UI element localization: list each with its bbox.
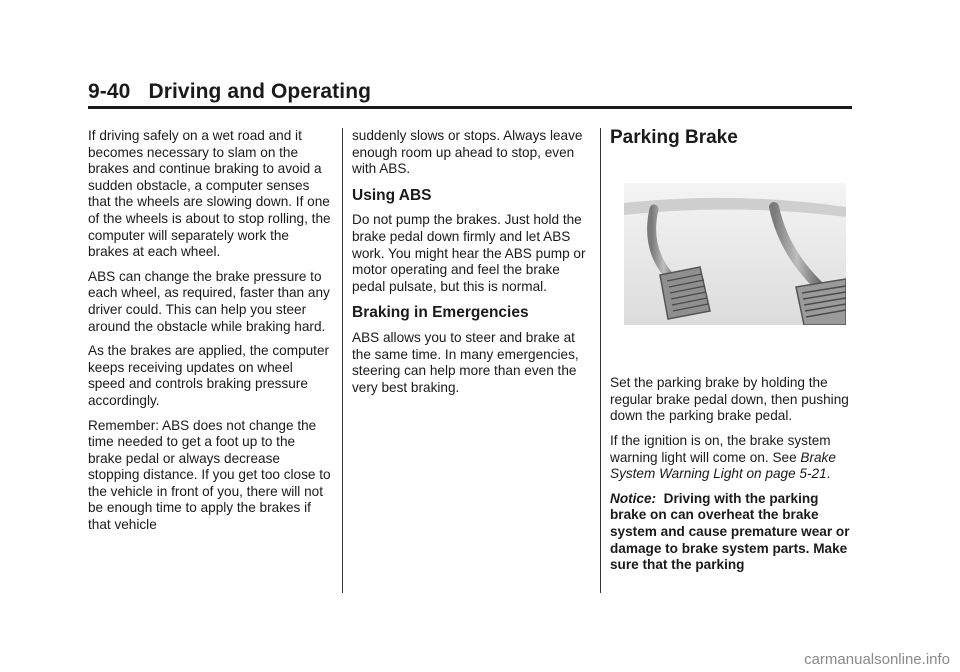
paragraph: ABS allows you to steer and brake at the same time. In many emergencies, steering can help more than even the very best braking. <box>352 329 579 395</box>
paragraph: Do not pump the brakes. Just hold the brake pedal down firmly and let ABS work. You might hear the ABS pump or motor operating and feel the brake pedal pulsate, but this is normal. <box>352 212 586 294</box>
parking-brake-heading: Parking Brake <box>610 127 738 148</box>
notice-label: Notice: <box>610 490 657 506</box>
column-divider-2 <box>600 128 601 593</box>
paragraph: As the brakes are applied, the computer keeps receiving updates on wheel speed and controls braking pressure accordingly. <box>88 343 330 408</box>
paragraph: ABS can change the brake pressure to each wheel, as required, faster than any driver could. This can help you steer around the obstacle while braking hard. <box>88 268 330 334</box>
pedals-illustration <box>624 183 846 325</box>
paragraph <box>610 433 856 483</box>
column-3 <box>610 128 856 582</box>
column-divider-1 <box>342 128 343 593</box>
braking-emergencies-heading: Braking in Emergencies <box>352 304 529 322</box>
paragraph: Set the parking brake by holding the regular brake pedal down, then pushing down the parking brake pedal. <box>610 375 849 424</box>
cross-reference-link[interactable]: Brake System Warning Light on page 5-21 <box>610 449 836 482</box>
watermark: carmanualsonline.info <box>804 651 950 668</box>
page-number: 9-40 <box>88 80 131 103</box>
paragraph: suddenly slows or stops. Always leave enough room up ahead to stop, even with ABS. <box>352 128 583 177</box>
paragraph: If driving safely on a wet road and it becomes necessary to slam on the brakes and continue braking to avoid a sudden obstacle, a computer senses that the wheels are slowing down. If one of the wheels is about to stop rolling, the computer will separately work the brakes at each wheel. <box>88 128 331 260</box>
notice-text: Driving with the parking brake on can overheat the brake system and cause premature wear or damage to brake system parts. Make sure that the parking <box>610 490 850 573</box>
paragraph: Remember: ABS does not change the time needed to get a foot up to the brake pedal or always decrease stopping distance. If you get too close to the vehicle in front of you, there will not be enough time to apply the brakes if that vehicle <box>88 417 331 533</box>
column-1 <box>88 128 332 542</box>
notice-paragraph <box>610 491 856 574</box>
page-header <box>88 80 371 104</box>
paragraph-text: If the ignition is on, the brake system warning light will come on. See <box>610 432 831 465</box>
punctuation: . <box>826 466 831 482</box>
chapter-title: Driving and Operating <box>148 80 372 103</box>
using-abs-heading: Using ABS <box>352 186 432 204</box>
header-rule <box>88 106 852 109</box>
column-2 <box>352 128 588 404</box>
